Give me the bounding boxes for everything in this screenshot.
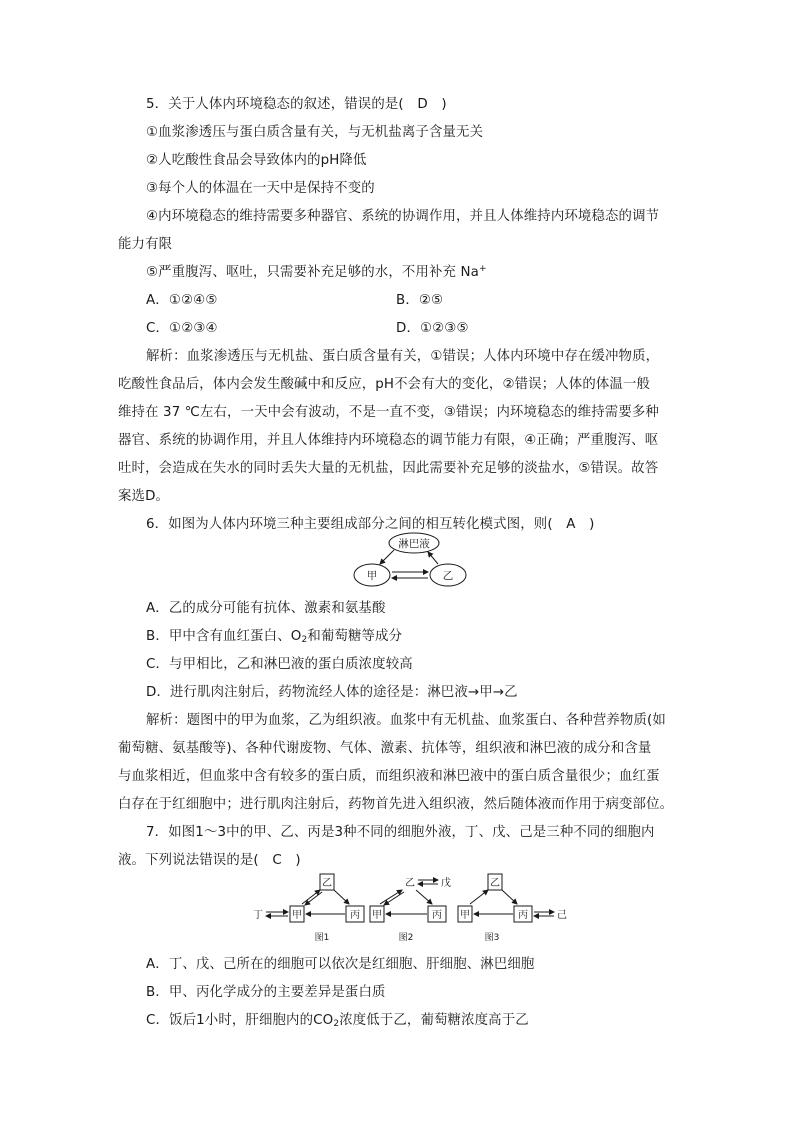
q6-analysis-line: 解析：题图中的甲为血浆，乙为组织液。血浆中有无机盐、血浆蛋白、各种营养物质(如 bbox=[146, 713, 666, 728]
q6-option-a: A．乙的成分可能有抗体、激素和氨基酸 bbox=[146, 601, 386, 616]
q5-item-1: ①血浆渗透压与蛋白质含量有关，与无机盐离子含量无关 bbox=[146, 125, 484, 140]
jia-label: 甲 bbox=[372, 910, 382, 921]
q5-option-a: A．①②④⑤ bbox=[146, 293, 218, 308]
ji-label: 己 bbox=[557, 910, 567, 921]
q7-figures bbox=[252, 870, 572, 946]
yi-label: 乙 bbox=[490, 878, 500, 889]
bing-label: 丙 bbox=[350, 910, 360, 921]
q5-stem: 5．关于人体内环境稳态的叙述，错误的是( D ) bbox=[146, 97, 447, 112]
arrow-yi-to-lymph bbox=[428, 552, 438, 564]
q6-option-c: C．与甲相比，乙和淋巴液的蛋白质浓度较高 bbox=[146, 657, 413, 672]
q5-analysis-line: 吃酸性食品后，体内会发生酸碱中和反应，pH不会有大的变化，②错误；人体的体温一般 bbox=[118, 377, 651, 392]
figure-caption: 图1 bbox=[314, 933, 330, 943]
jia-label: 甲 bbox=[460, 910, 470, 921]
q5-item-3: ③每个人的体温在一天中是保持不变的 bbox=[146, 181, 375, 196]
lymph-label: 淋巴液 bbox=[398, 538, 430, 550]
figure-caption: 图3 bbox=[484, 933, 500, 943]
wu-label: 戊 bbox=[441, 878, 451, 889]
q5-analysis-line: 器官、系统的协调作用，并且人体维持内环境稳态的调节能力有限，④正确；严重腹泻、呕 bbox=[118, 433, 659, 448]
q5-analysis-line: 案选D。 bbox=[118, 489, 170, 504]
jia-label: 甲 bbox=[366, 570, 378, 582]
q7-option-a: A．丁、戊、己所在的细胞可以依次是红细胞、肝细胞、淋巴细胞 bbox=[146, 957, 535, 972]
q5-item-4-cont: 能力有限 bbox=[118, 237, 173, 252]
figure-caption: 图2 bbox=[398, 933, 414, 943]
q5-item-5: ⑤严重腹泻、呕吐，只需要补充足够的水，不用补充 Na+ bbox=[146, 264, 487, 280]
q7-option-c: C．饭后1小时，肝细胞内的$CO_2$浓度低于乙，葡萄糖浓度高于乙 bbox=[146, 1013, 529, 1029]
ding-label: 丁 bbox=[253, 910, 263, 921]
q6-diagram bbox=[350, 532, 480, 590]
q5-item-2: ②人吃酸性食品会导致体内的pH降低 bbox=[146, 153, 367, 168]
q5-item-4: ④内环境稳态的维持需要多种器官、系统的协调作用，并且人体维持内环境稳态的调节 bbox=[146, 209, 660, 224]
q5-analysis-line: 吐时，会造成在失水的同时丢失大量的无机盐，因此需要补充足够的淡盐水，⑤错误。故答 bbox=[118, 461, 659, 476]
yi-label: 乙 bbox=[442, 570, 454, 582]
bing-label: 丙 bbox=[518, 910, 528, 921]
figure-3 bbox=[458, 874, 567, 943]
q7-stem-line: 7．如图1～3中的甲、乙、丙是3种不同的细胞外液，丁、戊、己是三种不同的细胞内 bbox=[146, 825, 655, 840]
q5-option-d: D．①②③⑤ bbox=[396, 321, 469, 336]
q6-analysis-line: 与血浆相近，但血浆中含有较多的蛋白质，而组织液和淋巴液中的蛋白质含量很少；血红蛋 bbox=[118, 769, 660, 784]
arrow-lymph-to-jia bbox=[380, 550, 394, 564]
q6-analysis-line: 葡萄糖、氨基酸等)、各种代谢废物、气体、激素、抗体等，组织液和淋巴液的成分和含量 bbox=[118, 741, 652, 756]
q7-stem-line: 液。下列说法错误的是( C ) bbox=[118, 853, 301, 868]
q7-option-b: B．甲、丙化学成分的主要差异是蛋白质 bbox=[146, 985, 386, 1000]
q5-analysis-line: 解析：血浆渗透压与无机盐、蛋白质含量有关，①错误；人体内环境中存在缓冲物质， bbox=[146, 349, 660, 364]
q6-stem: 6．如图为人体内环境三种主要组成部分之间的相互转化模式图，则( A ) bbox=[146, 517, 595, 532]
q5-option-c: C．①②③④ bbox=[146, 321, 218, 336]
yi-label: 乙 bbox=[405, 878, 415, 889]
q6-option-d: D．进行肌肉注射后，药物流经人体的途径是：淋巴液→甲→乙 bbox=[146, 685, 518, 700]
figure-1 bbox=[253, 874, 364, 943]
q5-analysis-line: 维持在 37 ℃左右，一天中会有波动，不是一直不变，③错误；内环境稳态的维持需要多种 bbox=[118, 405, 659, 420]
q5-option-b: B．②⑤ bbox=[396, 293, 444, 308]
jia-label: 甲 bbox=[292, 910, 302, 921]
yi-label: 乙 bbox=[322, 878, 332, 889]
bing-label: 丙 bbox=[432, 910, 442, 921]
q6-analysis-line: 白存在于红细胞中；进行肌肉注射后，药物首先进入组织液，然后随体液而作用于病变部位。 bbox=[118, 797, 674, 812]
q6-option-b: B．甲中含有血红蛋白、$O_2$和葡萄糖等成分 bbox=[146, 629, 403, 645]
figure-2 bbox=[370, 876, 451, 943]
